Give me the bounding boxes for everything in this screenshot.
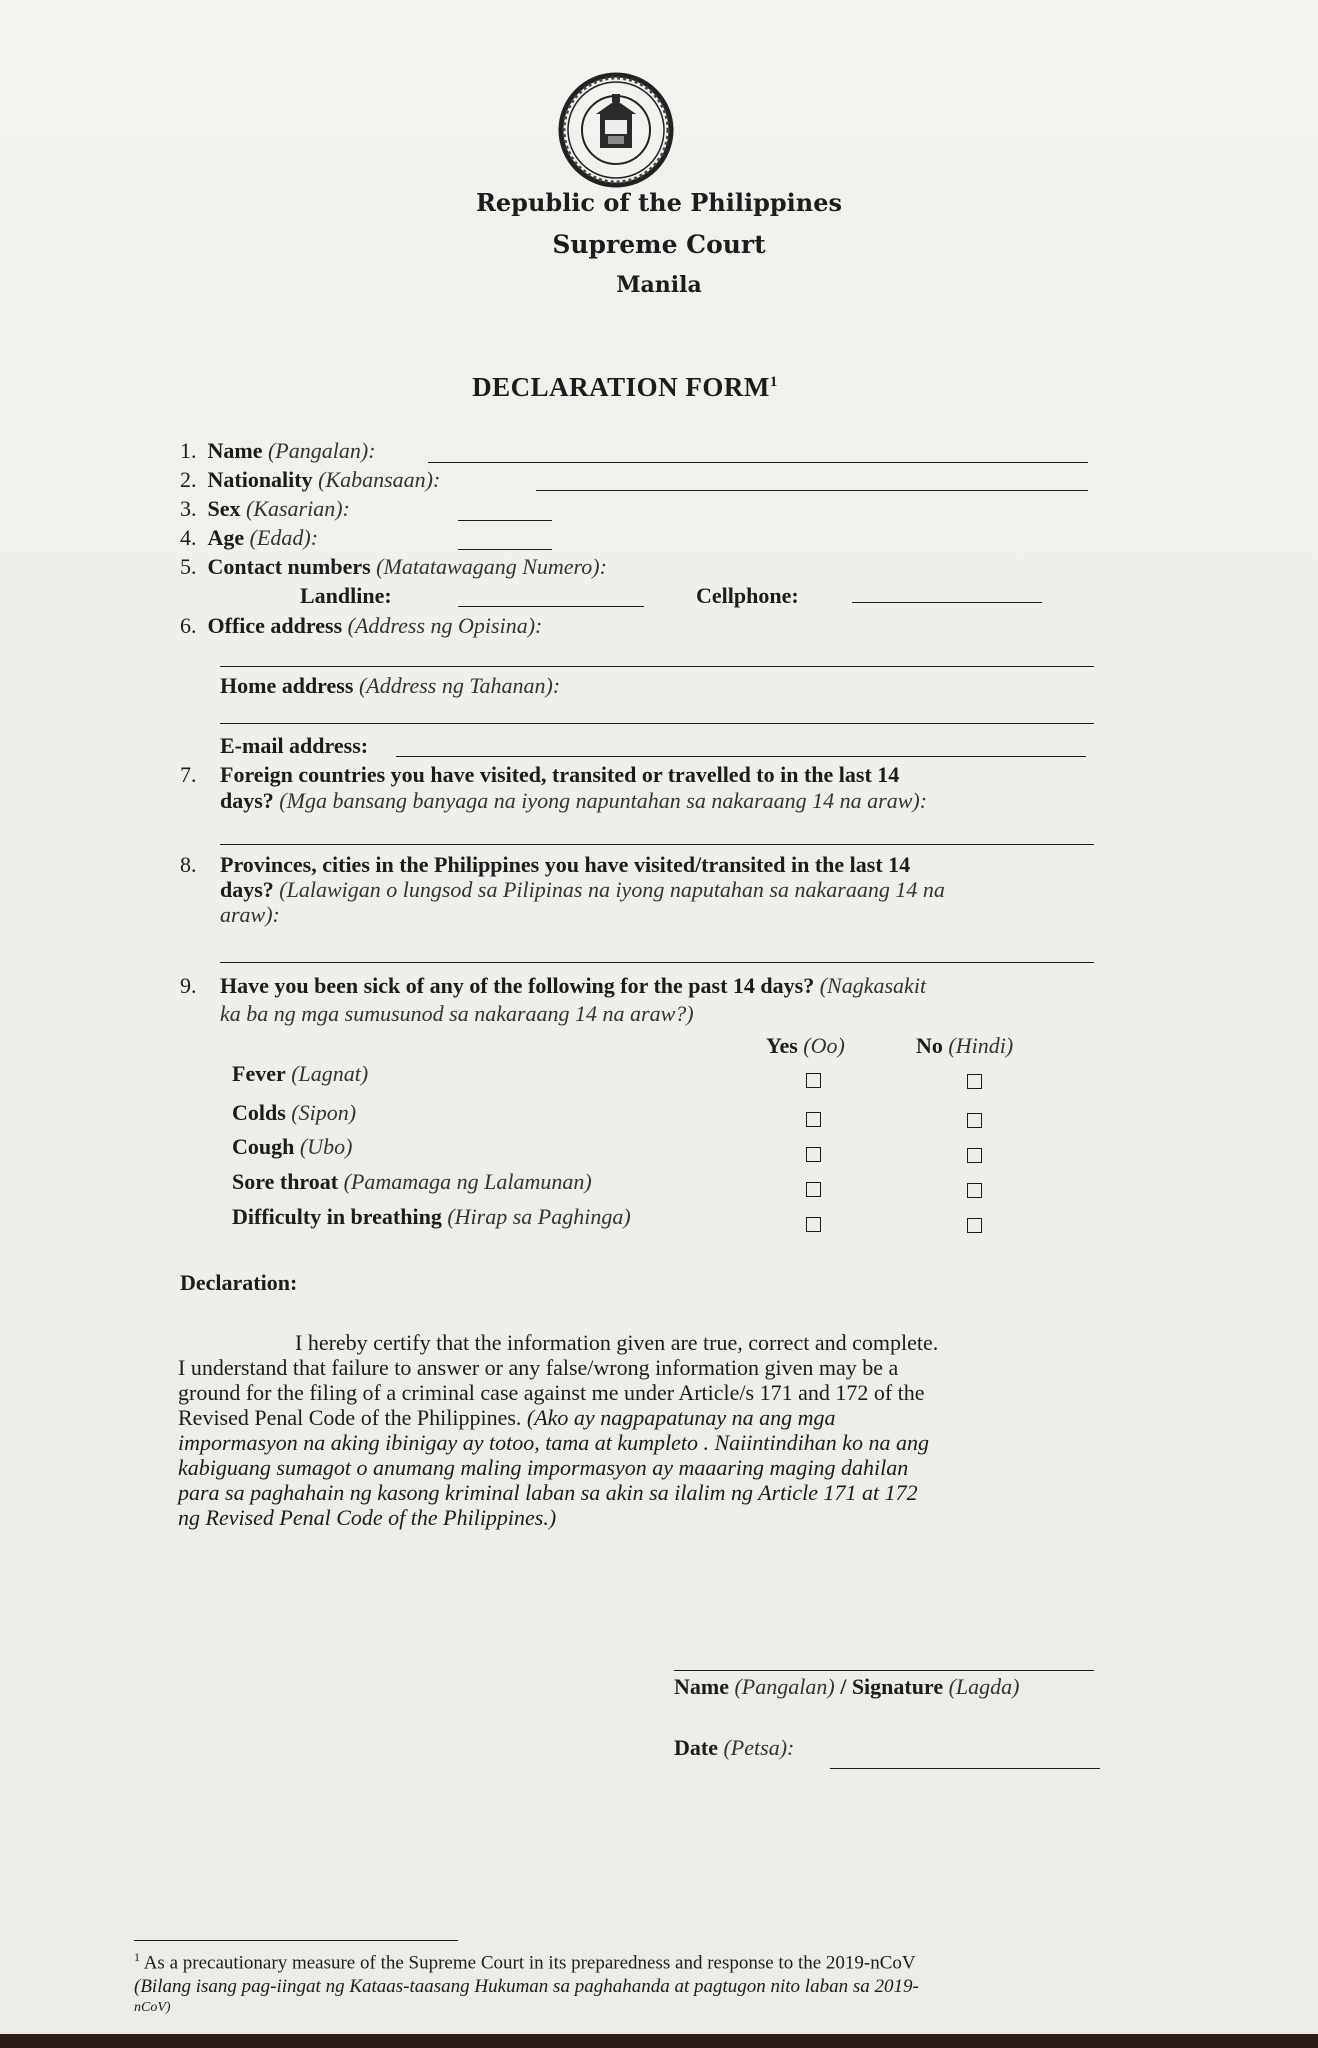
sore-throat-yes-checkbox[interactable]: [806, 1182, 821, 1197]
fever-yes-checkbox[interactable]: [806, 1073, 821, 1088]
field-contact-label: 5. Contact numbers (Matatawagang Numero):: [180, 554, 607, 579]
question-foreign-countries: 7. Foreign countries you have visited, transited or travelled to in the last 14 days? (Mga bansang banyaga na iyong napuntahan sa nakaraang 14 na araw):: [180, 762, 928, 813]
footnote-line-2: (Bilang isang pag-iingat ng Kataas-taasang Hukuman sa paghahanda at pagtugon nito laban sa 2019-: [134, 1976, 919, 1997]
field-home-address-label: Home address (Address ng Tahanan):: [220, 673, 561, 698]
field-email-line[interactable]: [396, 756, 1086, 757]
breathing-no-checkbox[interactable]: [967, 1218, 982, 1233]
field-cellphone-label: Cellphone:: [696, 583, 799, 608]
field-nationality-label: 2. Nationality (Kabansaan):: [180, 467, 441, 492]
date-label: Date (Petsa):: [674, 1735, 795, 1760]
declaration-paragraph: I hereby certify that the information given are true, correct and complete. I understand that failure to answer or any false/wrong information given may be a ground for the filing of a criminal case against me under Article/s 171 and 172 of the Revised Penal Code of the Philippines. (Ako ay nagpapatunay na ang mga impormasyon na aking ibinigay ay totoo, tama at kumpleto . Naiintindihan ko na ang kabiguang sumagot o anumang maling impormasyon ay maaaring maging dahilan para sa paghahain ng kasong kriminal laban sa akin sa ilalim ng Article 171 at 172 ng Revised Penal Code of the Philippines.): [178, 1330, 939, 1530]
symptom-row-sore-throat: Sore throat (Pamamaga ng Lalamunan): [232, 1169, 592, 1194]
field-foreign-countries-line[interactable]: [220, 844, 1094, 845]
page-bottom-edge: [0, 2034, 1318, 2048]
footnote-separator: [134, 1940, 458, 1941]
field-landline-label: Landline:: [300, 583, 392, 608]
field-office-address-line[interactable]: [220, 666, 1094, 667]
field-age-label: 4. Age (Edad):: [180, 525, 319, 550]
field-provinces-line[interactable]: [220, 962, 1094, 963]
fever-no-checkbox[interactable]: [967, 1074, 982, 1089]
field-landline-line[interactable]: [458, 606, 644, 607]
field-home-address-line[interactable]: [220, 723, 1094, 724]
header-court: Supreme Court: [552, 230, 766, 259]
symptom-row-cough: Cough (Ubo): [232, 1134, 353, 1159]
header-republic: Republic of the Philippines: [475, 188, 843, 217]
field-nationality-line[interactable]: [536, 490, 1088, 491]
supreme-court-seal-icon: [556, 70, 676, 190]
breathing-yes-checkbox[interactable]: [806, 1217, 821, 1232]
field-email-label: E-mail address:: [220, 733, 369, 758]
no-column-header: No (Hindi): [916, 1033, 1014, 1058]
field-name-label: 1. Name (Pangalan):: [180, 438, 376, 463]
symptom-row-colds: Colds (Sipon): [232, 1100, 357, 1125]
symptom-row-fever: Fever (Lagnat): [232, 1061, 369, 1086]
question-provinces: 8. Provinces, cities in the Philippines you have visited/transited in the last 14 days? (Lalawigan o lungsod sa Pilipinas na iyong naputahan sa nakaraang 14 na araw):: [180, 852, 945, 927]
yes-column-header: Yes (Oo): [766, 1033, 845, 1058]
cough-yes-checkbox[interactable]: [806, 1147, 821, 1162]
field-age-line[interactable]: [458, 549, 552, 550]
field-name-line[interactable]: [428, 462, 1088, 463]
title-footnote-mark: 1: [769, 374, 778, 390]
date-line[interactable]: [830, 1768, 1100, 1769]
signature-line[interactable]: [674, 1670, 1094, 1671]
field-sex-line[interactable]: [458, 520, 552, 521]
field-office-address-label: 6. Office address (Address ng Opisina):: [180, 613, 543, 638]
header-city: Manila: [616, 272, 702, 298]
symptom-row-difficulty-breathing: Difficulty in breathing (Hirap sa Paghinga): [232, 1204, 631, 1229]
cough-no-checkbox[interactable]: [967, 1148, 982, 1163]
question-symptoms: 9. Have you been sick of any of the following for the past 14 days? (Nagkasakit ka ba ng mga sumusunod sa nakaraang 14 na araw?): [180, 973, 927, 1026]
form-title: DECLARATION FORM$^1$: [472, 372, 778, 402]
sore-throat-no-checkbox[interactable]: [967, 1183, 982, 1198]
signature-label: Name (Pangalan) / Signature (Lagda): [674, 1674, 1020, 1699]
declaration-heading: Declaration:: [180, 1270, 298, 1295]
footnote-line-1: $^1$ As a precautionary measure of the Supreme Court in its preparedness and response to the 2019-nCoV: [134, 1950, 916, 1974]
field-cellphone-line[interactable]: [852, 602, 1042, 603]
footnote-line-3: nCoV): [134, 2000, 171, 2015]
colds-no-checkbox[interactable]: [967, 1113, 982, 1128]
colds-yes-checkbox[interactable]: [806, 1112, 821, 1127]
field-sex-label: 3. Sex (Kasarian):: [180, 496, 350, 521]
